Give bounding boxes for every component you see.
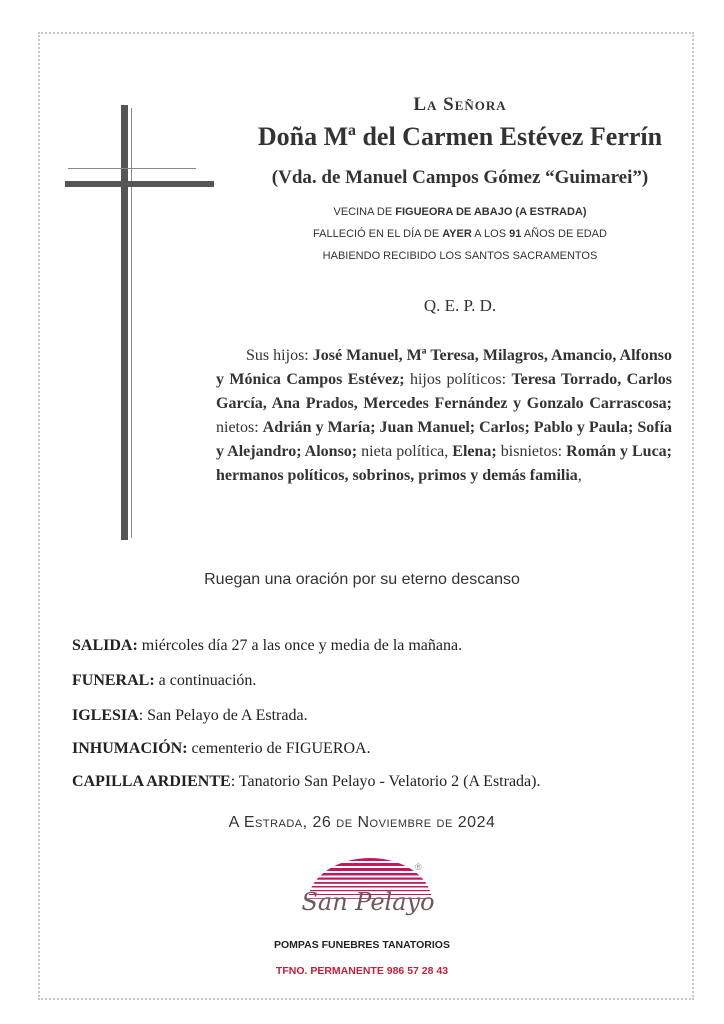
family-paragraph: Sus hijos: José Manuel, Mª Teresa, Milagros, Amancio, Alfonso y Mónica Campos Estévez; hijos políticos: Teresa Torrado, Carlos García, Ana Prados, Mercedes Fernández y Gonzalo Carrascosa; nietos: Adrián y María; Juan Manuel; Carlos; Pablo y Paula; Sofía y Alejandro; Alonso; nieta política, Elena; bisnietos: Román y Luca; hermanos políticos, sobrinos, primos y demás familia, xyxy=(216,347,673,484)
detail-funeral: FUNERAL: a continuación. xyxy=(72,672,257,689)
widow-of: (Vda. de Manuel Campos Gómez “Guimarei”) xyxy=(271,167,649,188)
residence-line: VECINA DE FIGUEORA DE ABAJO (A ESTRADA) xyxy=(333,206,587,218)
date-line: A Estrada, 26 de Noviembre de 2024 xyxy=(228,814,496,831)
title-la-senora: La Señora xyxy=(413,94,507,115)
qepd: Q. E. P. D. xyxy=(423,296,497,315)
phone-line: TFNO. PERMANENTE 986 57 28 43 xyxy=(275,965,449,977)
logo-wordmark: San Pelayo xyxy=(301,888,435,916)
detail-inhumacion: INHUMACIÓN: cementerio de FIGUEROA. xyxy=(72,740,371,757)
prayer-request: Ruegan una oración por su eterno descanso xyxy=(204,571,520,588)
deceased-name: Doña Mª del Carmen Estévez Ferrín xyxy=(257,122,663,151)
sacraments-line: HABIENDO RECIBIDO LOS SANTOS SACRAMENTOS xyxy=(322,250,598,262)
detail-iglesia: IGLESIA: San Pelayo de A Estrada. xyxy=(72,707,308,724)
detail-capilla: CAPILLA ARDIENTE: Tanatorio San Pelayo - Velatorio 2 (A Estrada). xyxy=(72,773,541,790)
registered-mark: ® xyxy=(415,862,422,872)
detail-salida: SALIDA: miércoles día 27 a las once y media de la mañana. xyxy=(72,637,463,654)
death-line: FALLECIÓ EN EL DÍA DE AYER A LOS 91 AÑOS DE EDAD xyxy=(313,228,607,240)
services-line: POMPAS FUNEBRES TANATORIOS xyxy=(274,939,450,951)
